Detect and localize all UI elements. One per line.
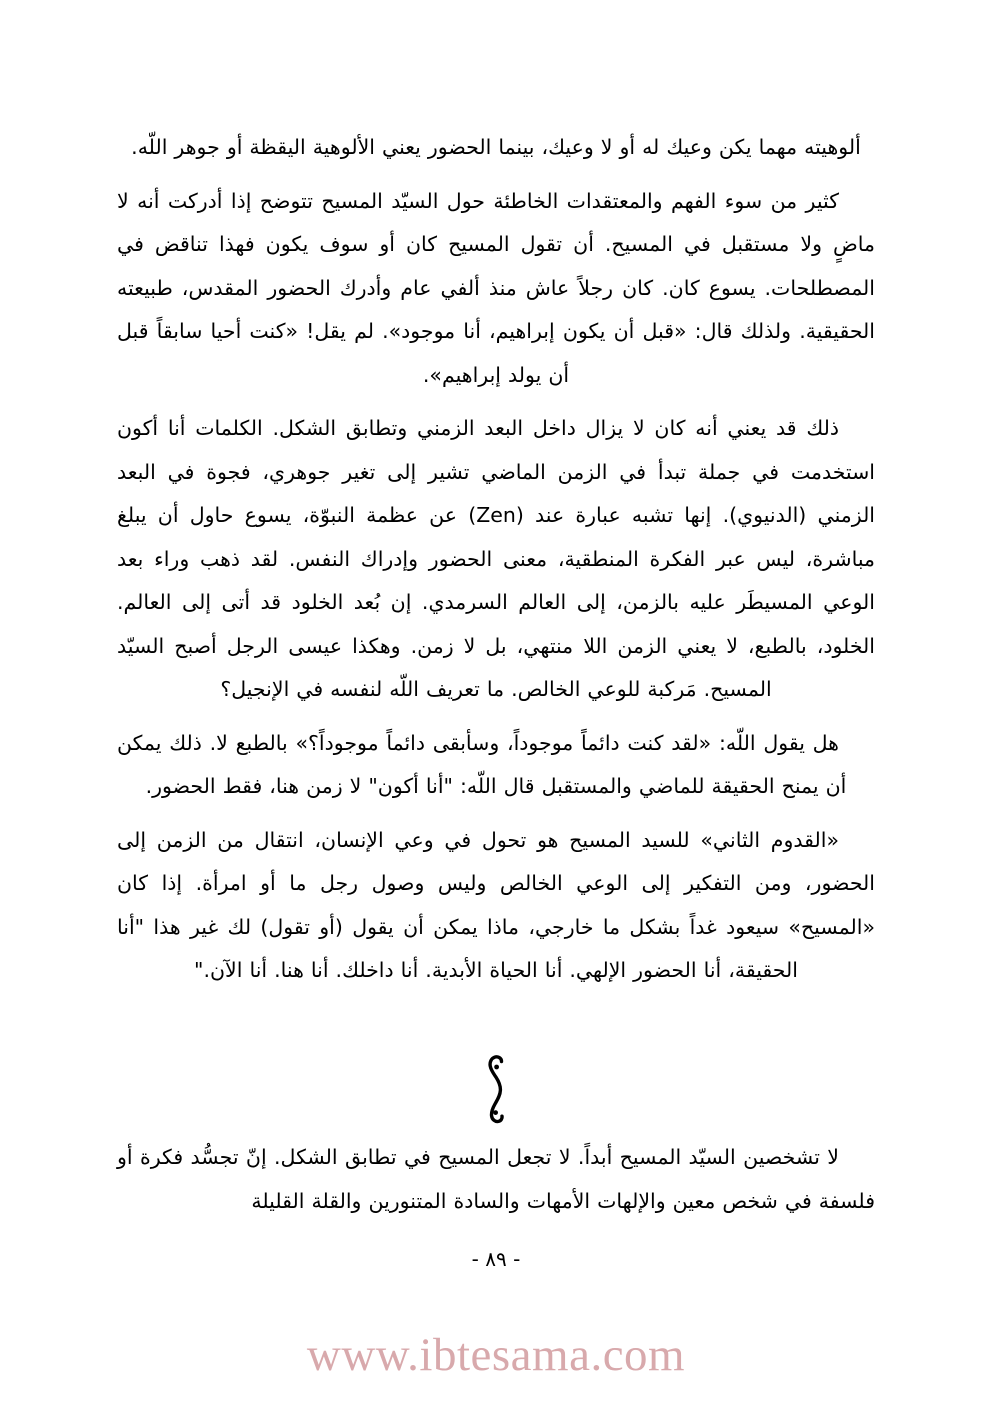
paragraph-1: ألوهيته مهما يكن وعيك له أو لا وعيك، بينما الحضور يعني الألوهية اليقظة أو جوهر اللّه. xyxy=(131,135,861,159)
section-break-swash-icon xyxy=(474,1055,518,1127)
page-number: - ٨٩ - xyxy=(471,1247,521,1271)
paragraph-5: «القدوم الثاني» للسيد المسيح هو تحول في وعي الإنسان، انتقال من الزمن إلى الحضور، ومن التفكير إلى الوعي الخالص وليس وصول رجل ما أو امرأة. إذا كان «المسيح» سيعود غداً بشكل ما خارجي، ماذا يمكن أن يقول (أو تقول) لك غير هذا "أنا الحقيقة، أنا الحضور الإلهي. أنا الحياة الأبدية. أنا داخلك. أنا هنا. أنا الآن." xyxy=(117,827,875,982)
paragraph-4: هل يقول اللّه: «لقد كنت دائماً موجوداً، وسأبقى دائماً موجوداً؟» بالطبع لا. ذلك يمكن أن يمنح الحقيقة للماضي والمستقبل قال اللّه: "أنا أكون" لا زمن هنا، فقط الحضور. xyxy=(117,730,847,798)
paragraph-6: لا تشخصين السيّد المسيح أبداً. لا تجعل المسيح في تطابق الشكل. إنّ تجسُّد فكرة أو فلسفة في شخص معين والإلهات الأمهات والسادة المتنورين والقلة القليلة xyxy=(117,1145,875,1213)
body-text-column xyxy=(117,126,875,1003)
paragraph-2: كثير من سوء الفهم والمعتقدات الخاطئة حول السيّد المسيح تتوضح إذا أدركت أنه لا ماضٍ ولا مستقبل في المسيح. أن تقول المسيح كان أو سوف يكون فهذا تناقض في المصطلحات. يسوع كان. كان رجلاً عاش منذ ألفي عام وأدرك الحضور المقدس، طبيعته الحقيقية. ولذلك قال: «قبل أن يكون إبراهيم، أنا موجود». لم يقل! «كنت أحيا سابقاً قبل أن يولد إبراهيم». xyxy=(117,188,875,387)
paragraph-3: ذلك قد يعني أنه كان لا يزال داخل البعد الزمني وتطابق الشكل. الكلمات أنا أكون استخدمت في جملة تبدأ في الزمن الماضي تشير إلى تغير جوهري، فجوة في البعد الزمني (الدنيوي). إنها تشبه عبارة عند (Zen) عن عظمة النبوّة، يسوع حاول أن يبلغ مباشرة، ليس عبر الفكرة المنطقية، معنى الحضور وإدراك النفس. لقد ذهب وراء بعد الوعي المسيطَر عليه بالزمن، إلى العالم السرمدي. إن بُعد الخلود قد أتى إلى العالم. الخلود، بالطبع، لا يعني الزمن اللا منتهي، بل لا زمن. وهكذا عيسى الرجل أصبح السيّد المسيح. مَركبة للوعي الخالص. ما تعريف اللّه لنفسه في الإنجيل؟ xyxy=(117,416,876,701)
site-watermark: www.ibtesama.com xyxy=(306,1329,686,1381)
section-break-ornament xyxy=(0,1052,992,1130)
tail-text-column xyxy=(117,1136,875,1233)
